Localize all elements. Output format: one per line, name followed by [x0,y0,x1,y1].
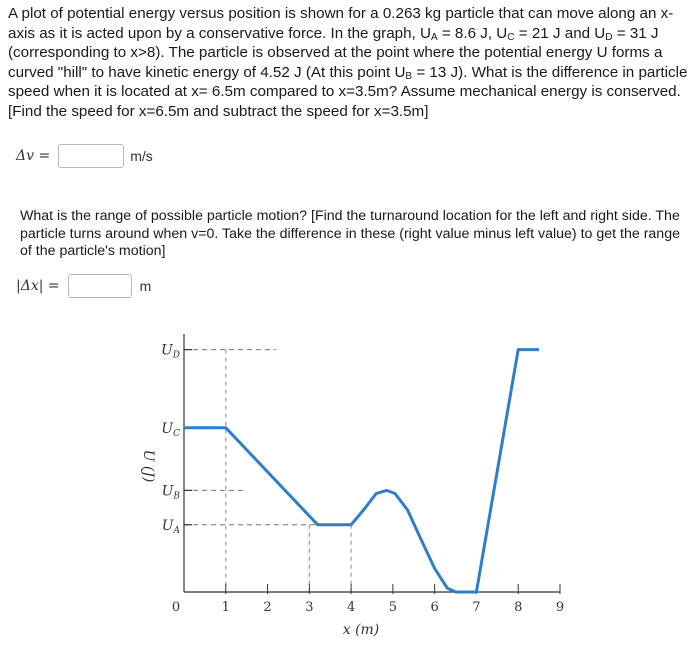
x-ticks [172,584,564,615]
y-axis-label: U (J) [140,449,156,483]
potential-energy-curve [184,350,539,592]
subscript-a: A [430,31,438,43]
subscript-d: D [605,31,613,43]
y-level-label: $U_B$ [161,483,180,502]
x-tick-label: 2 [263,600,272,615]
answer-row-delta-v [16,144,153,168]
y-level-label: $U_D$ [160,342,180,361]
question-range: What is the range of possible particle motion? [Find the turnaround location for the left and right side. The particle turns around when v=0. Take the difference in these (right value minus left value) to get the range of the particle's motion] [20,208,680,259]
problem-text: = 8.6 J, U [437,24,508,42]
delta-v-unit: m/s [130,148,153,164]
x-tick-label: 3 [305,600,314,615]
delta-x-unit: m [139,278,152,294]
delta-v-input[interactable] [58,144,124,168]
x-tick-label: 1 [221,600,230,615]
problem-text: = 21 J and U [514,24,606,42]
x-axis-label: x (m) [342,622,380,638]
answer-row-delta-x [16,274,151,298]
x-tick-label: 5 [388,600,398,615]
y-ticks [161,343,192,536]
x-tick-label: 7 [472,600,481,615]
x-tick-label: 6 [430,600,439,615]
x-tick-label: 9 [555,600,565,615]
delta-x-label: |Δx| = [16,278,60,294]
problem-text: = 13 J). What is the difference in particle speed when it is located at x= 6.5m compared to x=3.5m? Assume mechanical energy is conserved. [Find the speed for x=6.5m and subtract the speed for x=3.5m] [8,63,688,120]
potential-energy-chart [120,326,580,646]
x-tick-label: 4 [346,600,356,615]
delta-v-label: Δv = [16,148,51,164]
problem-text: A plot of potential energy versus position is shown for a 0.263 kg particle that can move along an x-axis as it is acted upon by a conservative force. In the graph, U [8,5,674,42]
problem-statement [8,4,692,122]
problem-text: = 31 J (corresponding to x>8). The particle is observed at the point where the potential energy U forms a curved "hill" to have kinetic energy of 4.52 J (At this point U [8,24,663,81]
x-tick-label: 0 [171,600,181,615]
subscript-c: C [507,31,515,43]
x-tick-label: 8 [514,600,523,615]
subscript-b: B [405,70,413,82]
delta-x-input[interactable] [68,274,132,298]
y-level-label: $U_A$ [161,517,180,536]
y-level-label: $U_C$ [161,420,180,439]
